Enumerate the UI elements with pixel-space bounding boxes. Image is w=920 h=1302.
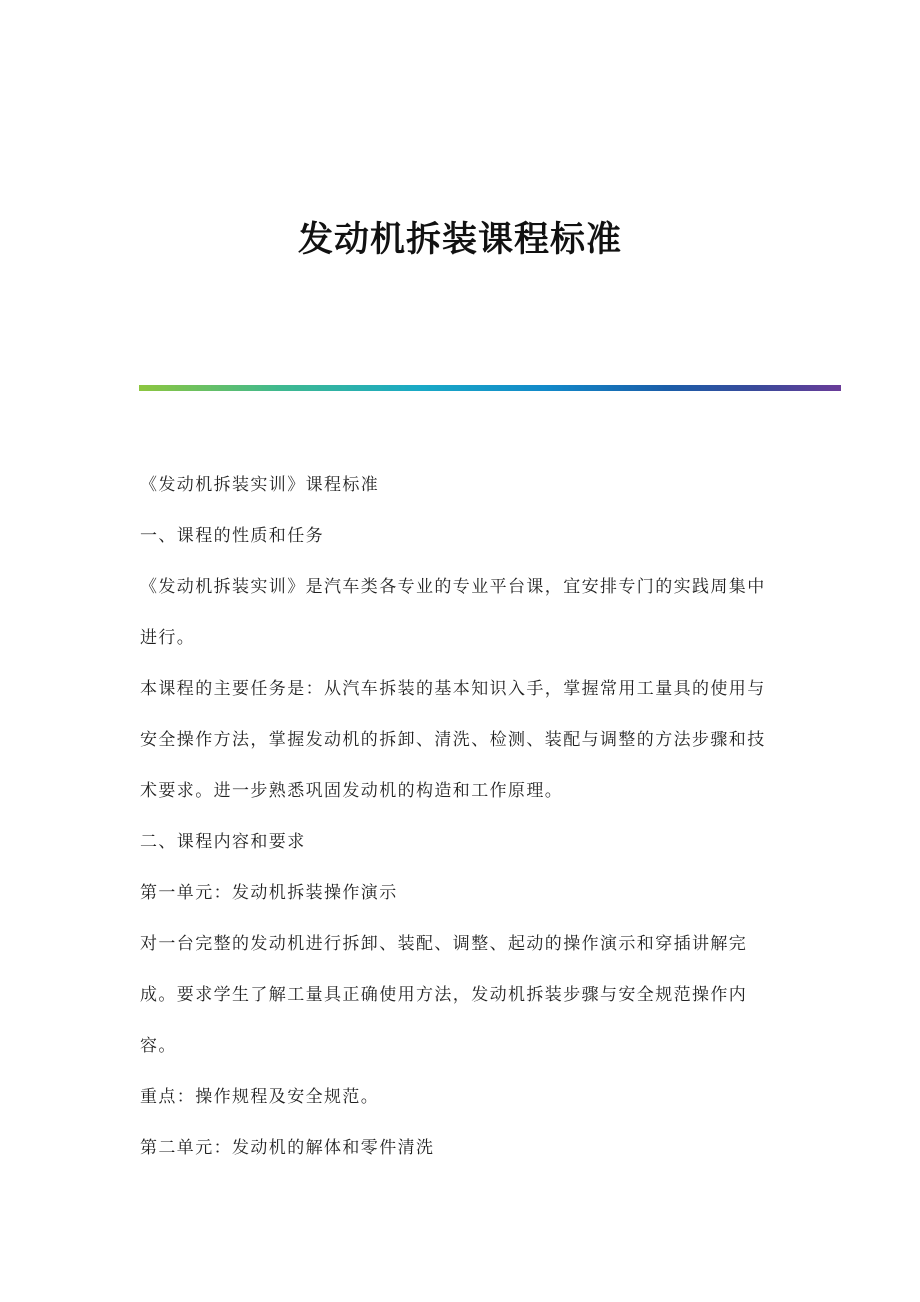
document-body xyxy=(140,460,780,1174)
paragraph-course-nature: 《发动机拆装实训》是汽车类各专业的专业平台课，宜安排专门的实践周集中进行。 xyxy=(140,577,766,648)
paragraph-unit-1-heading: 第一单元：发动机拆装操作演示 xyxy=(140,883,398,903)
paragraph-unit-1-key-points: 重点：操作规程及安全规范。 xyxy=(140,1087,380,1107)
document-title: 发动机拆装课程标准 xyxy=(297,219,622,260)
title-divider xyxy=(139,385,841,391)
paragraph-unit-1-content: 对一台完整的发动机进行拆卸、装配、调整、起动的操作演示和穿插讲解完成。要求学生了解工量具正确使用方法，发动机拆装步骤与安全规范操作内容。 xyxy=(140,934,748,1056)
paragraph-section-2-heading: 二、课程内容和要求 xyxy=(140,832,306,852)
paragraph-course-heading: 《发动机拆装实训》课程标准 xyxy=(140,475,380,495)
paragraph-unit-2-heading: 第二单元：发动机的解体和零件清洗 xyxy=(140,1138,435,1158)
paragraph-section-1-heading: 一、课程的性质和任务 xyxy=(140,526,324,546)
paragraph-main-tasks: 本课程的主要任务是：从汽车拆装的基本知识入手，掌握常用工量具的使用与安全操作方法，掌握发动机的拆卸、清洗、检测、装配与调整的方法步骤和技术要求。进一步熟悉巩固发动机的构造和工作原理。 xyxy=(140,679,766,801)
